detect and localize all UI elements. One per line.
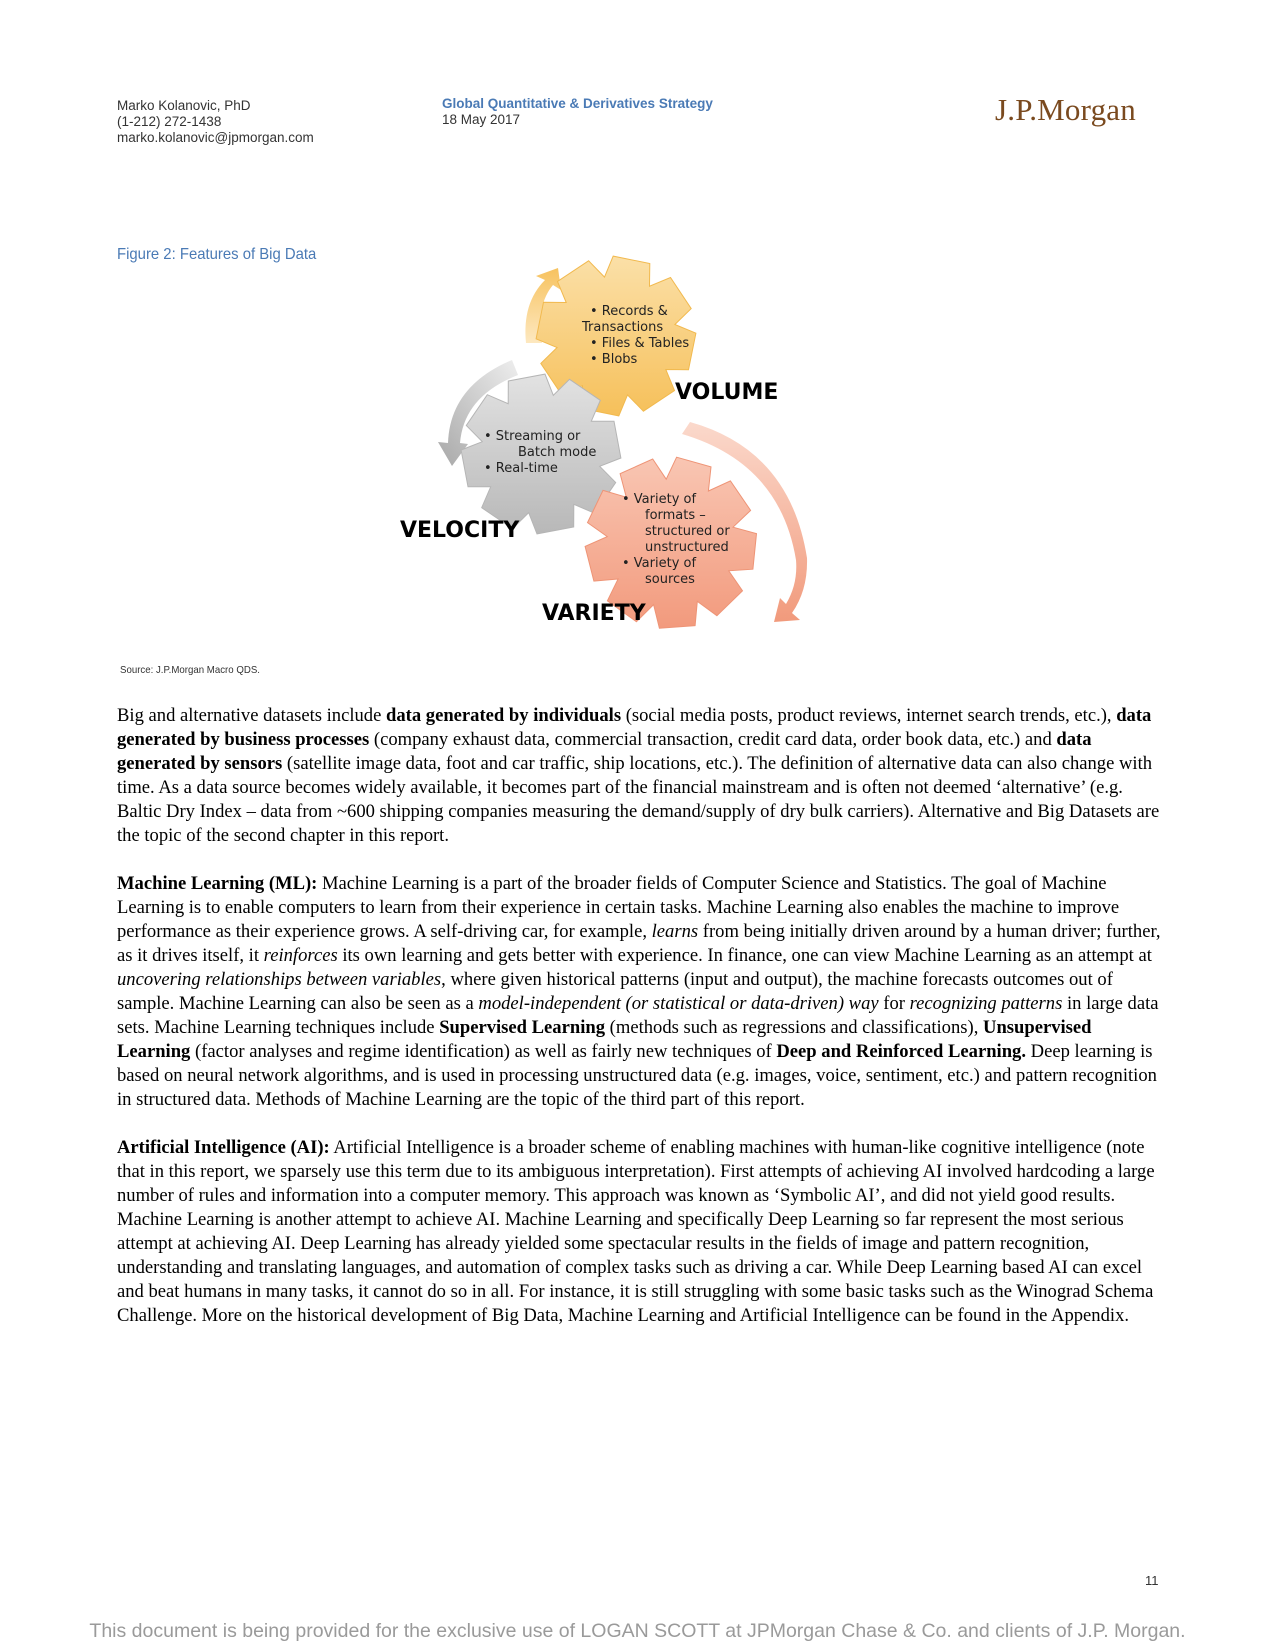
figure-title: Figure 2: Features of Big Data: [117, 246, 317, 263]
variety-label: VARIETY: [542, 601, 646, 626]
italic-phrase: uncovering relationships between variables: [117, 969, 442, 990]
bold-phrase: data generated by individuals: [386, 705, 622, 726]
svg-text:sources: sources: [645, 572, 695, 587]
text-run: Machine Learning is a part of the broader fields of Computer Science and Statistics. The goal of Machine Learning is to enable computers to learn from their experience in certain tasks. Machine Learning also enables the machine to improve performance as their experience grows. A self-driving car, for example,: [117, 873, 1120, 942]
text-run: Deep learning is based on neural network algorithms, and is used in processing unstructured data (e.g. images, voice, sentiment, etc.) and pattern recognition in structured data. Methods of Machine Learning are the topic of the third part of this report.: [117, 1041, 1157, 1110]
italic-phrase: learns: [651, 921, 699, 942]
text-run: for: [878, 993, 910, 1014]
jpmorgan-logo: J.P.Morgan: [995, 92, 1136, 127]
text-run: (methods such as regressions and classifications),: [605, 1017, 984, 1038]
paragraph-big-data: [117, 704, 1162, 848]
volume-label: VOLUME: [675, 380, 779, 405]
report-series: Global Quantitative & Derivatives Strategy: [442, 96, 713, 111]
bold-phrase: data generated by sensors: [117, 729, 1092, 774]
body-text: [117, 704, 1162, 1352]
report-date: 18 May 2017: [442, 112, 521, 127]
bold-phrase: Deep and Reinforced Learning.: [776, 1041, 1026, 1062]
svg-text:structured or: structured or: [645, 524, 730, 539]
big-data-figure: [400, 268, 870, 668]
text-run: Big and alternative datasets include: [117, 705, 387, 726]
page-number: 11: [1145, 1573, 1159, 1588]
text-run: (social media posts, product reviews, internet search trends, etc.),: [621, 705, 1117, 726]
text-run: (satellite image data, foot and car traffic, ship locations, etc.). The definition of alternative data can also change with time. As a data source becomes widely available, it becomes part of the financial mainstream and is often not deemed ‘alternative’ (e.g. Baltic Dry Index – data from ~600 shipping companies measuring the demand/supply of dry bulk carriers). Alternative and Big Datasets are the topic of the second chapter in this report.: [117, 753, 1160, 846]
paragraph-artificial-intelligence: [117, 1136, 1162, 1328]
svg-text:• Files & Tables: • Files & Tables: [590, 336, 690, 351]
svg-text:• Variety of: • Variety of: [622, 492, 697, 507]
author-email[interactable]: marko.kolanovic@jpmorgan.com: [117, 130, 314, 145]
text-run: (company exhaust data, commercial transaction, credit card data, order book data, etc.) and: [369, 729, 1057, 750]
svg-text:Transactions: Transactions: [582, 320, 664, 335]
svg-text:• Variety of: • Variety of: [622, 556, 697, 571]
bold-phrase: Machine Learning (ML):: [117, 873, 318, 894]
usage-footer: This document is being provided for the exclusive use of LOGAN SCOTT at JPMorgan Chase & Co. and clients of J.P. Morgan.: [89, 1620, 1186, 1642]
svg-text:Batch mode: Batch mode: [518, 445, 597, 460]
svg-text:• Streaming or: • Streaming or: [484, 429, 581, 444]
bold-phrase: Unsupervised Learning: [117, 1017, 1092, 1062]
author-name: Marko Kolanovic, PhD: [117, 98, 251, 113]
text-run: (factor analyses and regime identification) as well as fairly new techniques of: [190, 1041, 777, 1062]
svg-text:formats –: formats –: [645, 508, 706, 523]
svg-text:• Blobs: • Blobs: [590, 352, 638, 367]
author-phone: (1-212) 272-1438: [117, 114, 222, 129]
text-run: Artificial Intelligence is a broader scheme of enabling machines with human-like cognitive intelligence (note that in this report, we sparsely use this term due to its ambiguous interpretation). First attempts of achieving AI involved hardcoding a large number of rules and information into a computer memory. This approach was known as ‘Symbolic AI’, and did not yield good results. Machine Learning is another attempt to achieve AI. Machine Learning and specifically Deep Learning so far represent the most serious attempt at achieving AI. Deep Learning has already yielded some spectacular results in the fields of image and pattern recognition, understanding and translating languages, and automation of complex tasks such as driving a car. While Deep Learning based AI can excel and beat humans in many tasks, it cannot do so in all. For instance, it is still struggling with some basic tasks such as the Winograd Schema Challenge. More on the historical development of Big Data, Machine Learning and Artificial Intelligence can be found in the Appendix.: [117, 1137, 1155, 1326]
italic-phrase: reinforces: [263, 945, 338, 966]
bold-phrase: data generated by business processes: [117, 705, 1152, 750]
bold-phrase: Artificial Intelligence (AI):: [117, 1137, 330, 1158]
text-run: its own learning and gets better with experience. In finance, one can view Machine Learning as an attempt at: [337, 945, 1152, 966]
text-run: in large data sets. Machine Learning techniques include: [117, 993, 1159, 1038]
svg-text:• Real-time: • Real-time: [484, 461, 558, 476]
italic-phrase: recognizing patterns: [909, 993, 1063, 1014]
figure-source: Source: J.P.Morgan Macro QDS.: [120, 664, 260, 676]
text-run: , where given historical patterns (input and output), the machine forecasts outcomes out of sample. Machine Learning can also be seen as a: [117, 969, 1113, 1014]
svg-text:unstructured: unstructured: [645, 540, 729, 555]
paragraph-machine-learning: [117, 872, 1162, 1112]
bold-phrase: Supervised Learning: [439, 1017, 606, 1038]
svg-text:• Records &: • Records &: [590, 304, 668, 319]
italic-phrase: model-independent (or statistical or data-driven) way: [478, 993, 879, 1014]
velocity-label: VELOCITY: [400, 518, 520, 543]
author-block: [117, 98, 314, 146]
report-header: [442, 96, 713, 128]
text-run: from being initially driven around by a human driver; further, as it drives itself, it: [117, 921, 1161, 966]
